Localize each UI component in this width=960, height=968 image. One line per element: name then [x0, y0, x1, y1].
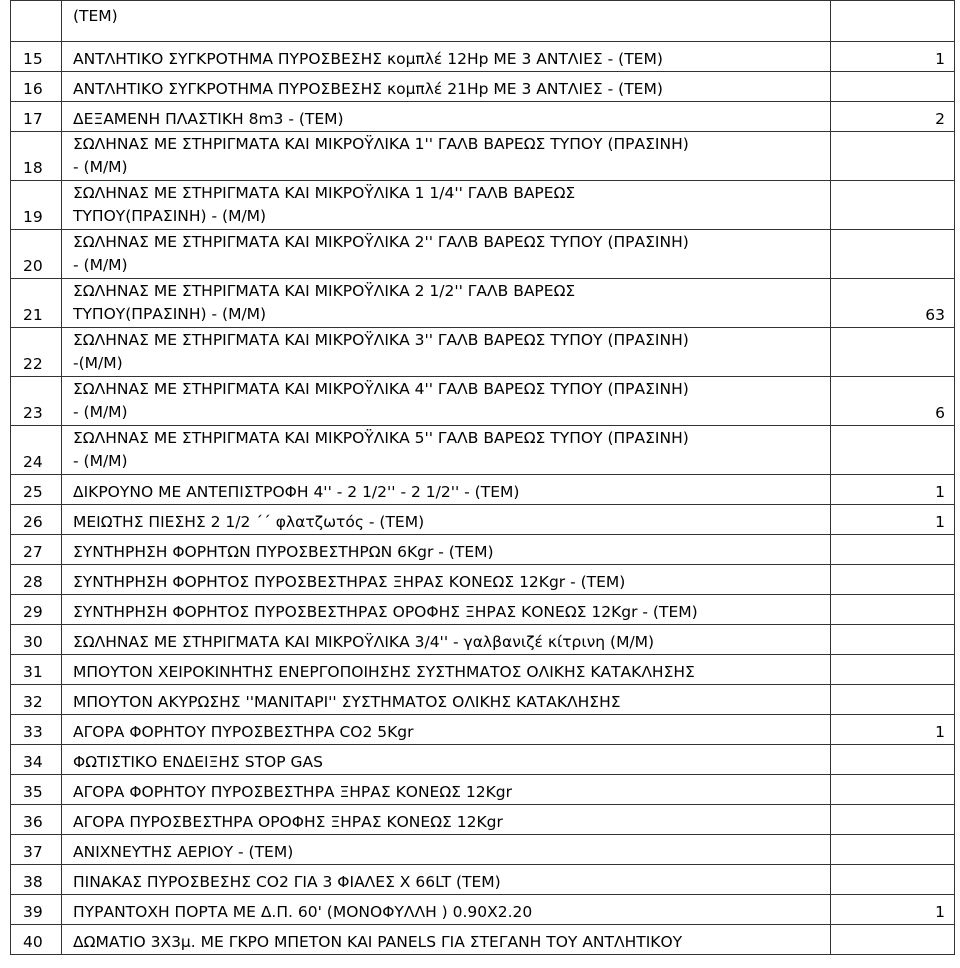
item-description-line: ΣΩΛΗΝΑΣ ΜΕ ΣΤΗΡΙΓΜΑΤΑ ΚΑΙ ΜΙΚΡΟΫΛΙΚΑ 1'' ΓΑΛΒ ΒΑΡΕΩΣ ΤΥΠΟΥ (ΠΡΑΣΙΝΗ)	[73, 135, 689, 153]
item-description: ΜΠΟΥΤΟΝ ΑΚΥΡΩΣΗΣ ''ΜΑΝΙΤΑΡΙ'' ΣΥΣΤΗΜΑΤΟΣ ΟΛΙΚΗΣ ΚΑΤΑΚΛΗΣΗΣ	[62, 685, 831, 715]
item-description: (ΤΕΜ)	[62, 1, 831, 42]
item-description: ΑΓΟΡΑ ΠΥΡΟΣΒΕΣΤΗΡΑ ΟΡΟΦΗΣ ΞΗΡΑΣ ΚΟΝΕΩΣ 12Kgr	[62, 805, 831, 835]
item-number: 26	[11, 505, 62, 535]
item-description	[62, 328, 831, 377]
item-description-line: - (Μ/Μ)	[73, 452, 128, 470]
item-description: ΑΓΟΡΑ ΦΟΡΗΤΟΥ ΠΥΡΟΣΒΕΣΤΗΡΑ ΞΗΡΑΣ ΚΟΝΕΩΣ 12Kgr	[62, 775, 831, 805]
item-quantity	[831, 132, 955, 181]
table-row	[11, 595, 955, 625]
table-row	[11, 715, 955, 745]
item-description: ΑΝΤΛΗΤΙΚΟ ΣΥΓΚΡΟΤΗΜΑ ΠΥΡΟΣΒΕΣΗΣ κομπλέ 12Hp ΜΕ 3 ΑΝΤΛΙΕΣ - (ΤΕΜ)	[62, 42, 831, 72]
item-quantity	[831, 72, 955, 102]
item-description-line: - (Μ/Μ)	[73, 256, 128, 274]
item-number: 23	[11, 377, 62, 426]
item-quantity	[831, 865, 955, 895]
item-number: 30	[11, 625, 62, 655]
item-quantity: 6	[831, 377, 955, 426]
item-number: 15	[11, 42, 62, 72]
item-description: ΜΠΟΥΤΟΝ ΧΕΙΡΟΚΙΝΗΤΗΣ ΕΝΕΡΓΟΠΟΙΗΣΗΣ ΣΥΣΤΗΜΑΤΟΣ ΟΛΙΚΗΣ ΚΑΤΑΚΛΗΣΗΣ	[62, 655, 831, 685]
item-number: 20	[11, 230, 62, 279]
table-row	[11, 655, 955, 685]
item-number: 40	[11, 925, 62, 955]
item-quantity	[831, 426, 955, 475]
item-description-line: ΣΩΛΗΝΑΣ ΜΕ ΣΤΗΡΙΓΜΑΤΑ ΚΑΙ ΜΙΚΡΟΫΛΙΚΑ 3'' ΓΑΛΒ ΒΑΡΕΩΣ ΤΥΠΟΥ (ΠΡΑΣΙΝΗ)	[73, 331, 689, 349]
item-description: ΣΩΛΗΝΑΣ ΜΕ ΣΤΗΡΙΓΜΑΤΑ ΚΑΙ ΜΙΚΡΟΫΛΙΚΑ 3/4'' - γαλβανιζέ κίτρινη (Μ/Μ)	[62, 625, 831, 655]
item-description-line: ΣΩΛΗΝΑΣ ΜΕ ΣΤΗΡΙΓΜΑΤΑ ΚΑΙ ΜΙΚΡΟΫΛΙΚΑ 4'' ΓΑΛΒ ΒΑΡΕΩΣ ΤΥΠΟΥ (ΠΡΑΣΙΝΗ)	[73, 380, 689, 398]
item-description: ΑΝΙΧΝΕΥΤΗΣ ΑΕΡΙΟΥ - (ΤΕΜ)	[62, 835, 831, 865]
table-row	[11, 328, 955, 377]
item-number: 25	[11, 475, 62, 505]
table-row	[11, 925, 955, 955]
item-description-line: -(Μ/Μ)	[73, 354, 123, 372]
item-description: ΔΙΚΡΟΥΝΟ ΜΕ ΑΝΤΕΠΙΣΤΡΟΦΗ 4'' - 2 1/2'' - 2 1/2'' - (ΤΕΜ)	[62, 475, 831, 505]
item-number: 33	[11, 715, 62, 745]
table-row	[11, 805, 955, 835]
table-row	[11, 102, 955, 132]
table-row	[11, 535, 955, 565]
item-number: 27	[11, 535, 62, 565]
item-number: 22	[11, 328, 62, 377]
table-row	[11, 181, 955, 230]
item-quantity	[831, 181, 955, 230]
item-number: 37	[11, 835, 62, 865]
item-quantity: 1	[831, 475, 955, 505]
item-number: 32	[11, 685, 62, 715]
table-row	[11, 865, 955, 895]
item-quantity	[831, 230, 955, 279]
item-number: 29	[11, 595, 62, 625]
table-row	[11, 279, 955, 328]
item-quantity	[831, 925, 955, 955]
item-quantity: 1	[831, 42, 955, 72]
item-description: ΠΙΝΑΚΑΣ ΠΥΡΟΣΒΕΣΗΣ CO2 ΓΙΑ 3 ΦΙΑΛΕΣ Χ 66LT (ΤΕΜ)	[62, 865, 831, 895]
table-row	[11, 42, 955, 72]
item-description: ΑΓΟΡΑ ΦΟΡΗΤΟΥ ΠΥΡΟΣΒΕΣΤΗΡΑ CO2 5Kgr	[62, 715, 831, 745]
item-number: 24	[11, 426, 62, 475]
items-table	[10, 0, 955, 955]
item-description	[62, 279, 831, 328]
item-quantity	[831, 745, 955, 775]
item-quantity: 1	[831, 505, 955, 535]
item-description: ΣΥΝΤΗΡΗΣΗ ΦΟΡΗΤΟΣ ΠΥΡΟΣΒΕΣΤΗΡΑΣ ΞΗΡΑΣ ΚΟΝΕΩΣ 12Kgr - (ΤΕΜ)	[62, 565, 831, 595]
item-description	[62, 132, 831, 181]
item-description: ΣΥΝΤΗΡΗΣΗ ΦΟΡΗΤΟΣ ΠΥΡΟΣΒΕΣΤΗΡΑΣ ΟΡΟΦΗΣ ΞΗΡΑΣ ΚΟΝΕΩΣ 12Kgr - (ΤΕΜ)	[62, 595, 831, 625]
item-quantity	[831, 328, 955, 377]
table-row	[11, 230, 955, 279]
item-quantity	[831, 535, 955, 565]
item-description: ΑΝΤΛΗΤΙΚΟ ΣΥΓΚΡΟΤΗΜΑ ΠΥΡΟΣΒΕΣΗΣ κομπλέ 21Hp ΜΕ 3 ΑΝΤΛΙΕΣ - (ΤΕΜ)	[62, 72, 831, 102]
item-quantity	[831, 685, 955, 715]
item-number: 39	[11, 895, 62, 925]
item-number: 28	[11, 565, 62, 595]
table-row	[11, 505, 955, 535]
table-row	[11, 426, 955, 475]
item-description-line: ΣΩΛΗΝΑΣ ΜΕ ΣΤΗΡΙΓΜΑΤΑ ΚΑΙ ΜΙΚΡΟΫΛΙΚΑ 2'' ΓΑΛΒ ΒΑΡΕΩΣ ΤΥΠΟΥ (ΠΡΑΣΙΝΗ)	[73, 233, 689, 251]
item-quantity	[831, 625, 955, 655]
item-number: 19	[11, 181, 62, 230]
table-row	[11, 132, 955, 181]
table-row	[11, 475, 955, 505]
table-row	[11, 72, 955, 102]
item-description: ΦΩΤΙΣΤΙΚΟ ΕΝΔΕΙΞΗΣ STOP GAS	[62, 745, 831, 775]
item-number	[11, 1, 62, 42]
table-row	[11, 895, 955, 925]
item-description-line: - (Μ/Μ)	[73, 403, 128, 421]
table-row	[11, 625, 955, 655]
item-quantity	[831, 1, 955, 42]
item-description-line: ΤΥΠΟΥ(ΠΡΑΣΙΝΗ) - (Μ/Μ)	[73, 207, 267, 225]
item-number: 21	[11, 279, 62, 328]
table-row	[11, 685, 955, 715]
item-description	[62, 377, 831, 426]
item-number: 16	[11, 72, 62, 102]
item-quantity	[831, 655, 955, 685]
item-description: ΔΕΞΑΜΕΝΗ ΠΛΑΣΤΙΚΗ 8m3 - (ΤΕΜ)	[62, 102, 831, 132]
table-row	[11, 565, 955, 595]
item-description-line: ΤΥΠΟΥ(ΠΡΑΣΙΝΗ) - (Μ/Μ)	[73, 305, 267, 323]
item-description: ΣΥΝΤΗΡΗΣΗ ΦΟΡΗΤΩΝ ΠΥΡΟΣΒΕΣΤΗΡΩΝ 6Kgr - (ΤΕΜ)	[62, 535, 831, 565]
item-description	[62, 426, 831, 475]
item-number: 35	[11, 775, 62, 805]
item-quantity	[831, 835, 955, 865]
item-description: ΔΩΜΑΤΙΟ 3Χ3μ. ΜΕ ΓΚΡΟ ΜΠΕΤΟΝ ΚΑΙ PANELS ΓΙΑ ΣΤΕΓΑΝΗ ΤΟΥ ΑΝΤΛΗΤΙΚΟΥ	[62, 925, 831, 955]
item-description: ΠΥΡΑΝΤΟΧΗ ΠΟΡΤΑ ΜΕ Δ.Π. 60' (ΜΟΝΟΦΥΛΛΗ ) 0.90Χ2.20	[62, 895, 831, 925]
item-number: 38	[11, 865, 62, 895]
item-quantity	[831, 565, 955, 595]
item-quantity	[831, 775, 955, 805]
item-number: 34	[11, 745, 62, 775]
table-row	[11, 377, 955, 426]
item-number: 36	[11, 805, 62, 835]
item-number: 18	[11, 132, 62, 181]
item-description-line: ΣΩΛΗΝΑΣ ΜΕ ΣΤΗΡΙΓΜΑΤΑ ΚΑΙ ΜΙΚΡΟΫΛΙΚΑ 5'' ΓΑΛΒ ΒΑΡΕΩΣ ΤΥΠΟΥ (ΠΡΑΣΙΝΗ)	[73, 429, 689, 447]
item-description-line: ΣΩΛΗΝΑΣ ΜΕ ΣΤΗΡΙΓΜΑΤΑ ΚΑΙ ΜΙΚΡΟΫΛΙΚΑ 1 1/4'' ΓΑΛΒ ΒΑΡΕΩΣ	[73, 184, 576, 202]
item-quantity: 63	[831, 279, 955, 328]
item-quantity: 1	[831, 715, 955, 745]
item-description-line: ΣΩΛΗΝΑΣ ΜΕ ΣΤΗΡΙΓΜΑΤΑ ΚΑΙ ΜΙΚΡΟΫΛΙΚΑ 2 1/2'' ΓΑΛΒ ΒΑΡΕΩΣ	[73, 282, 576, 300]
item-quantity	[831, 595, 955, 625]
item-number: 17	[11, 102, 62, 132]
item-description-line: - (Μ/Μ)	[73, 158, 128, 176]
item-description: ΜΕΙΩΤΗΣ ΠΙΕΣΗΣ 2 1/2 ΄΄ φλατζωτός - (ΤΕΜ)	[62, 505, 831, 535]
item-description	[62, 230, 831, 279]
table-row	[11, 835, 955, 865]
table-row	[11, 745, 955, 775]
item-quantity: 2	[831, 102, 955, 132]
item-description	[62, 181, 831, 230]
item-number: 31	[11, 655, 62, 685]
table-row	[11, 1, 955, 42]
item-quantity	[831, 805, 955, 835]
table-row	[11, 775, 955, 805]
item-quantity: 1	[831, 895, 955, 925]
